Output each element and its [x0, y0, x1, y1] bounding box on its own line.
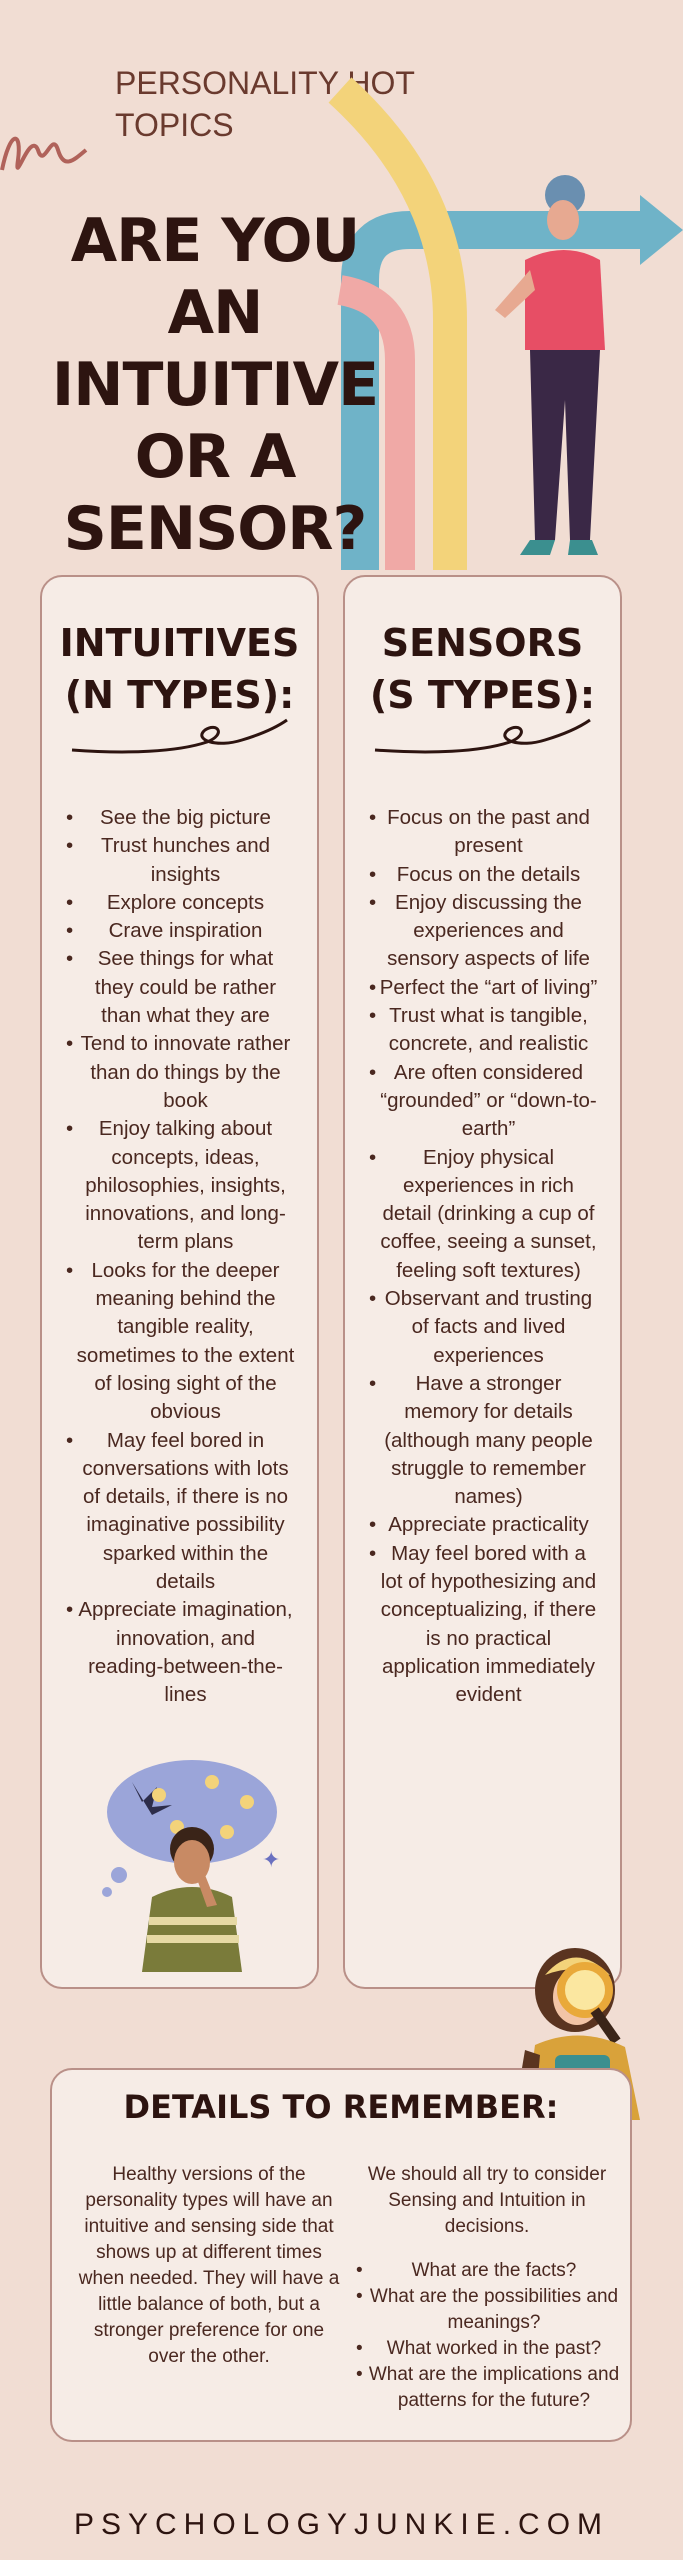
thinking-man-illustration	[97, 1757, 287, 1972]
intuitives-heading: INTUITIVES (N TYPES):	[59, 621, 300, 717]
list-item: • Observant and trusting of facts and lived experiences	[373, 1285, 598, 1370]
list-item: • Enjoy talking about concepts, ideas, philosophies, insights, innovations, and long-term plans	[70, 1115, 295, 1256]
list-item: • May feel bored in conversations with lots of details, if there is no imaginative possibility sparked within the details	[70, 1427, 295, 1597]
list-item: • What are the possibilities and meanings?	[352, 2284, 622, 2336]
details-panel	[50, 2068, 632, 2442]
details-right-intro: We should all try to consider Sensing and Intuition in decisions.	[367, 2164, 607, 2237]
topic-label: PERSONALITY HOT TOPICS	[115, 65, 415, 143]
list-item: • Focus on the past and present	[373, 804, 598, 861]
list-item: • What are the facts?	[352, 2258, 622, 2284]
intuitives-panel	[40, 575, 319, 1989]
list-item: • Enjoy physical experiences in rich detail (drinking a cup of coffee, seeing a sunset, feeling soft textures)	[373, 1144, 598, 1285]
list-item: • See the big picture	[70, 804, 295, 832]
list-item: • See things for what they could be rather than what they are	[70, 945, 295, 1030]
flourish-divider	[67, 712, 292, 762]
questions-list	[352, 2258, 622, 2414]
list-item: • Crave inspiration	[70, 917, 295, 945]
intuitives-list	[70, 804, 295, 1710]
list-item: • Looks for the deeper meaning behind the tangible reality, sometimes to the extent of losing sight of the obvious	[70, 1257, 295, 1427]
sensors-heading: SENSORS (S TYPES):	[369, 621, 596, 717]
sensors-panel	[343, 575, 622, 1989]
details-heading: DETAILS TO REMEMBER:	[123, 2088, 559, 2126]
flourish-divider	[370, 712, 595, 762]
list-item: • Are often considered “grounded” or “down-to-earth”	[373, 1059, 598, 1144]
list-item: • Trust hunches and insights	[70, 832, 295, 889]
list-item: • Appreciate imagination, innovation, and reading-between-the-lines	[70, 1596, 295, 1709]
list-item: • Enjoy discussing the experiences and sensory aspects of life	[373, 889, 598, 974]
list-item: • Perfect the “art of living”	[373, 974, 598, 1002]
details-right	[352, 2162, 622, 2414]
list-item: • Focus on the details	[373, 861, 598, 889]
details-left-text: Healthy versions of the personality types will have an intuitive and sensing side that shows up at different times when needed. They will have a little balance of both, but a stronger preference for one over the other.	[78, 2164, 340, 2367]
squiggle-decoration	[0, 110, 90, 190]
list-item: • Appreciate practicality	[373, 1511, 598, 1539]
list-item: • What are the implications and patterns for the future?	[352, 2362, 622, 2414]
list-item: • What worked in the past?	[352, 2336, 622, 2362]
list-item: • Trust what is tangible, concrete, and realistic	[373, 1002, 598, 1059]
list-item: • Have a stronger memory for details (although many people struggle to remember names)	[373, 1370, 598, 1511]
list-item: • Tend to innovate rather than do things by the book	[70, 1030, 295, 1115]
footer-site-link[interactable]: PSYCHOLOGYJUNKIE.COM	[73, 2508, 610, 2541]
svg-text:✦: ✦	[262, 1848, 281, 1873]
sensors-list	[373, 804, 598, 1710]
list-item: • May feel bored with a lot of hypothesizing and conceptualizing, if there is no practical application immediately evident	[373, 1540, 598, 1710]
page-title: ARE YOU AN INTUITIVE OR A SENSOR?	[51, 206, 379, 564]
list-item: • Explore concepts	[70, 889, 295, 917]
